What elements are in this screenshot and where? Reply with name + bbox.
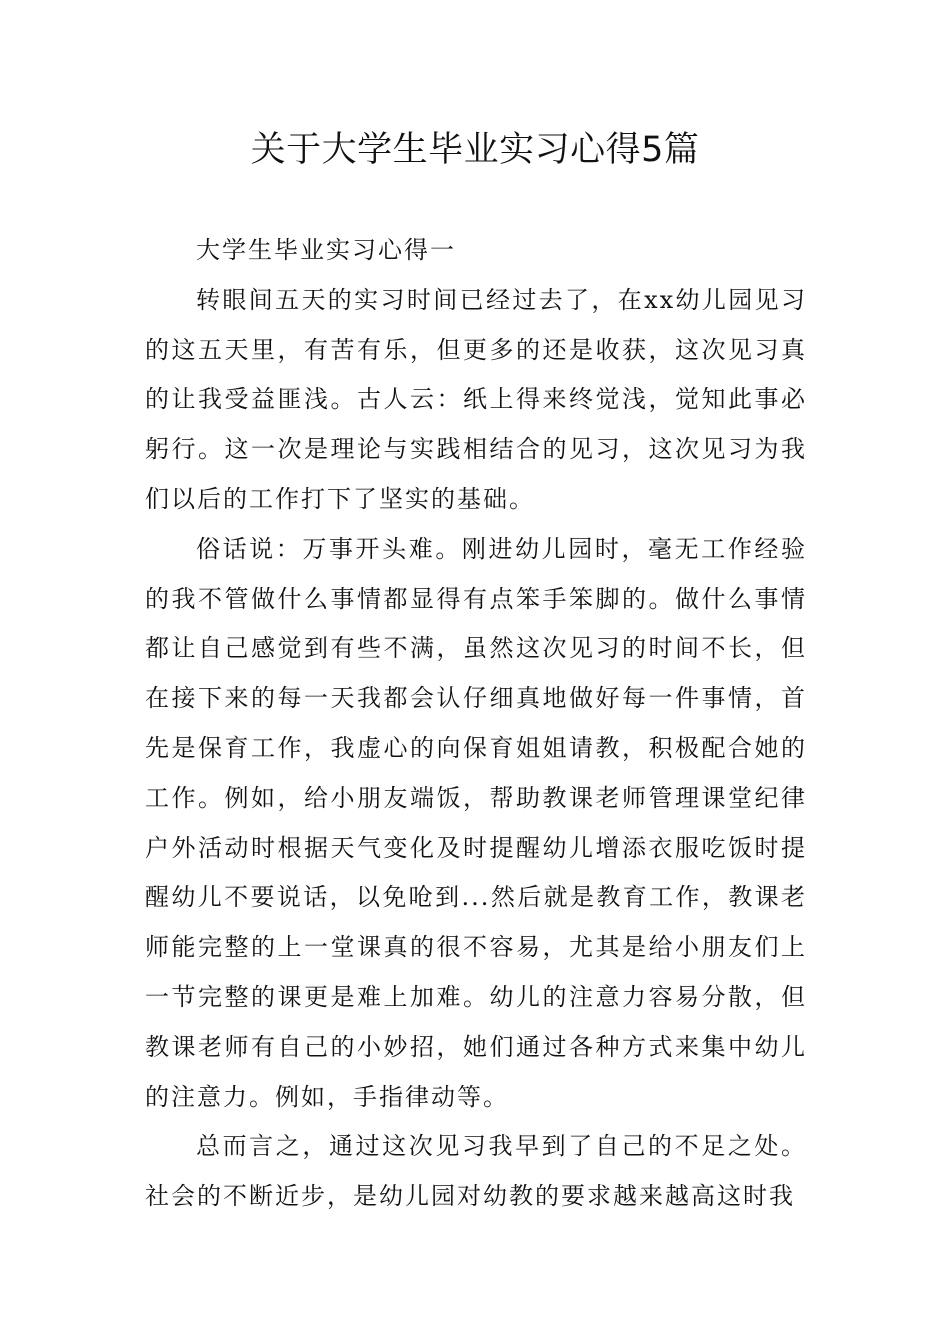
paragraph-2: 俗话说：万事开头难。刚进幼儿园时，毫无工作经验的我不管做什么事情都显得有点笨手笨脚的。做什么事情都让自己感觉到有些不满，虽然这次见习的时间不长，但在接下来的每一天我都会认仔细真地做好每一件事情，首先是保育工作，我虚心的向保育姐姐请教，积极配合她的工作。例如，给小朋友端饭，帮助教课老师管理课堂纪律户外活动时根据天气变化及时提醒幼儿增添衣服吃饭时提醒幼儿不要说话，以免呛到...然后就是教育工作，教课老师能完整的上一堂课真的很不容易，尤其是给小朋友们上一节完整的课更是难上加难。幼儿的注意力容易分散，但教课老师有自己的小妙招，她们通过各种方式来集中幼儿的注意力。例如，手指律动等。 <box>145 534 807 1111</box>
section-heading: 大学生毕业实习心得一 <box>196 236 456 264</box>
paragraph-1: 转眼间五天的实习时间已经过去了，在xx幼儿园见习的这五天里，有苦有乐，但更多的还是收获，这次见习真的让我受益匪浅。古人云：纸上得来终觉浅，觉知此事必躬行。这一次是理论与实践相结合的见习，这次见习为我们以后的工作打下了坚实的基础。 <box>145 285 807 513</box>
document-body <box>145 226 807 1222</box>
paragraph-3: 总而言之，通过这次见习我早到了自己的不足之处。社会的不断近步，是幼儿园对幼教的要求越来越高这时我 <box>145 1132 807 1211</box>
document-title: 关于大学生毕业实习心得5篇 <box>250 130 700 170</box>
